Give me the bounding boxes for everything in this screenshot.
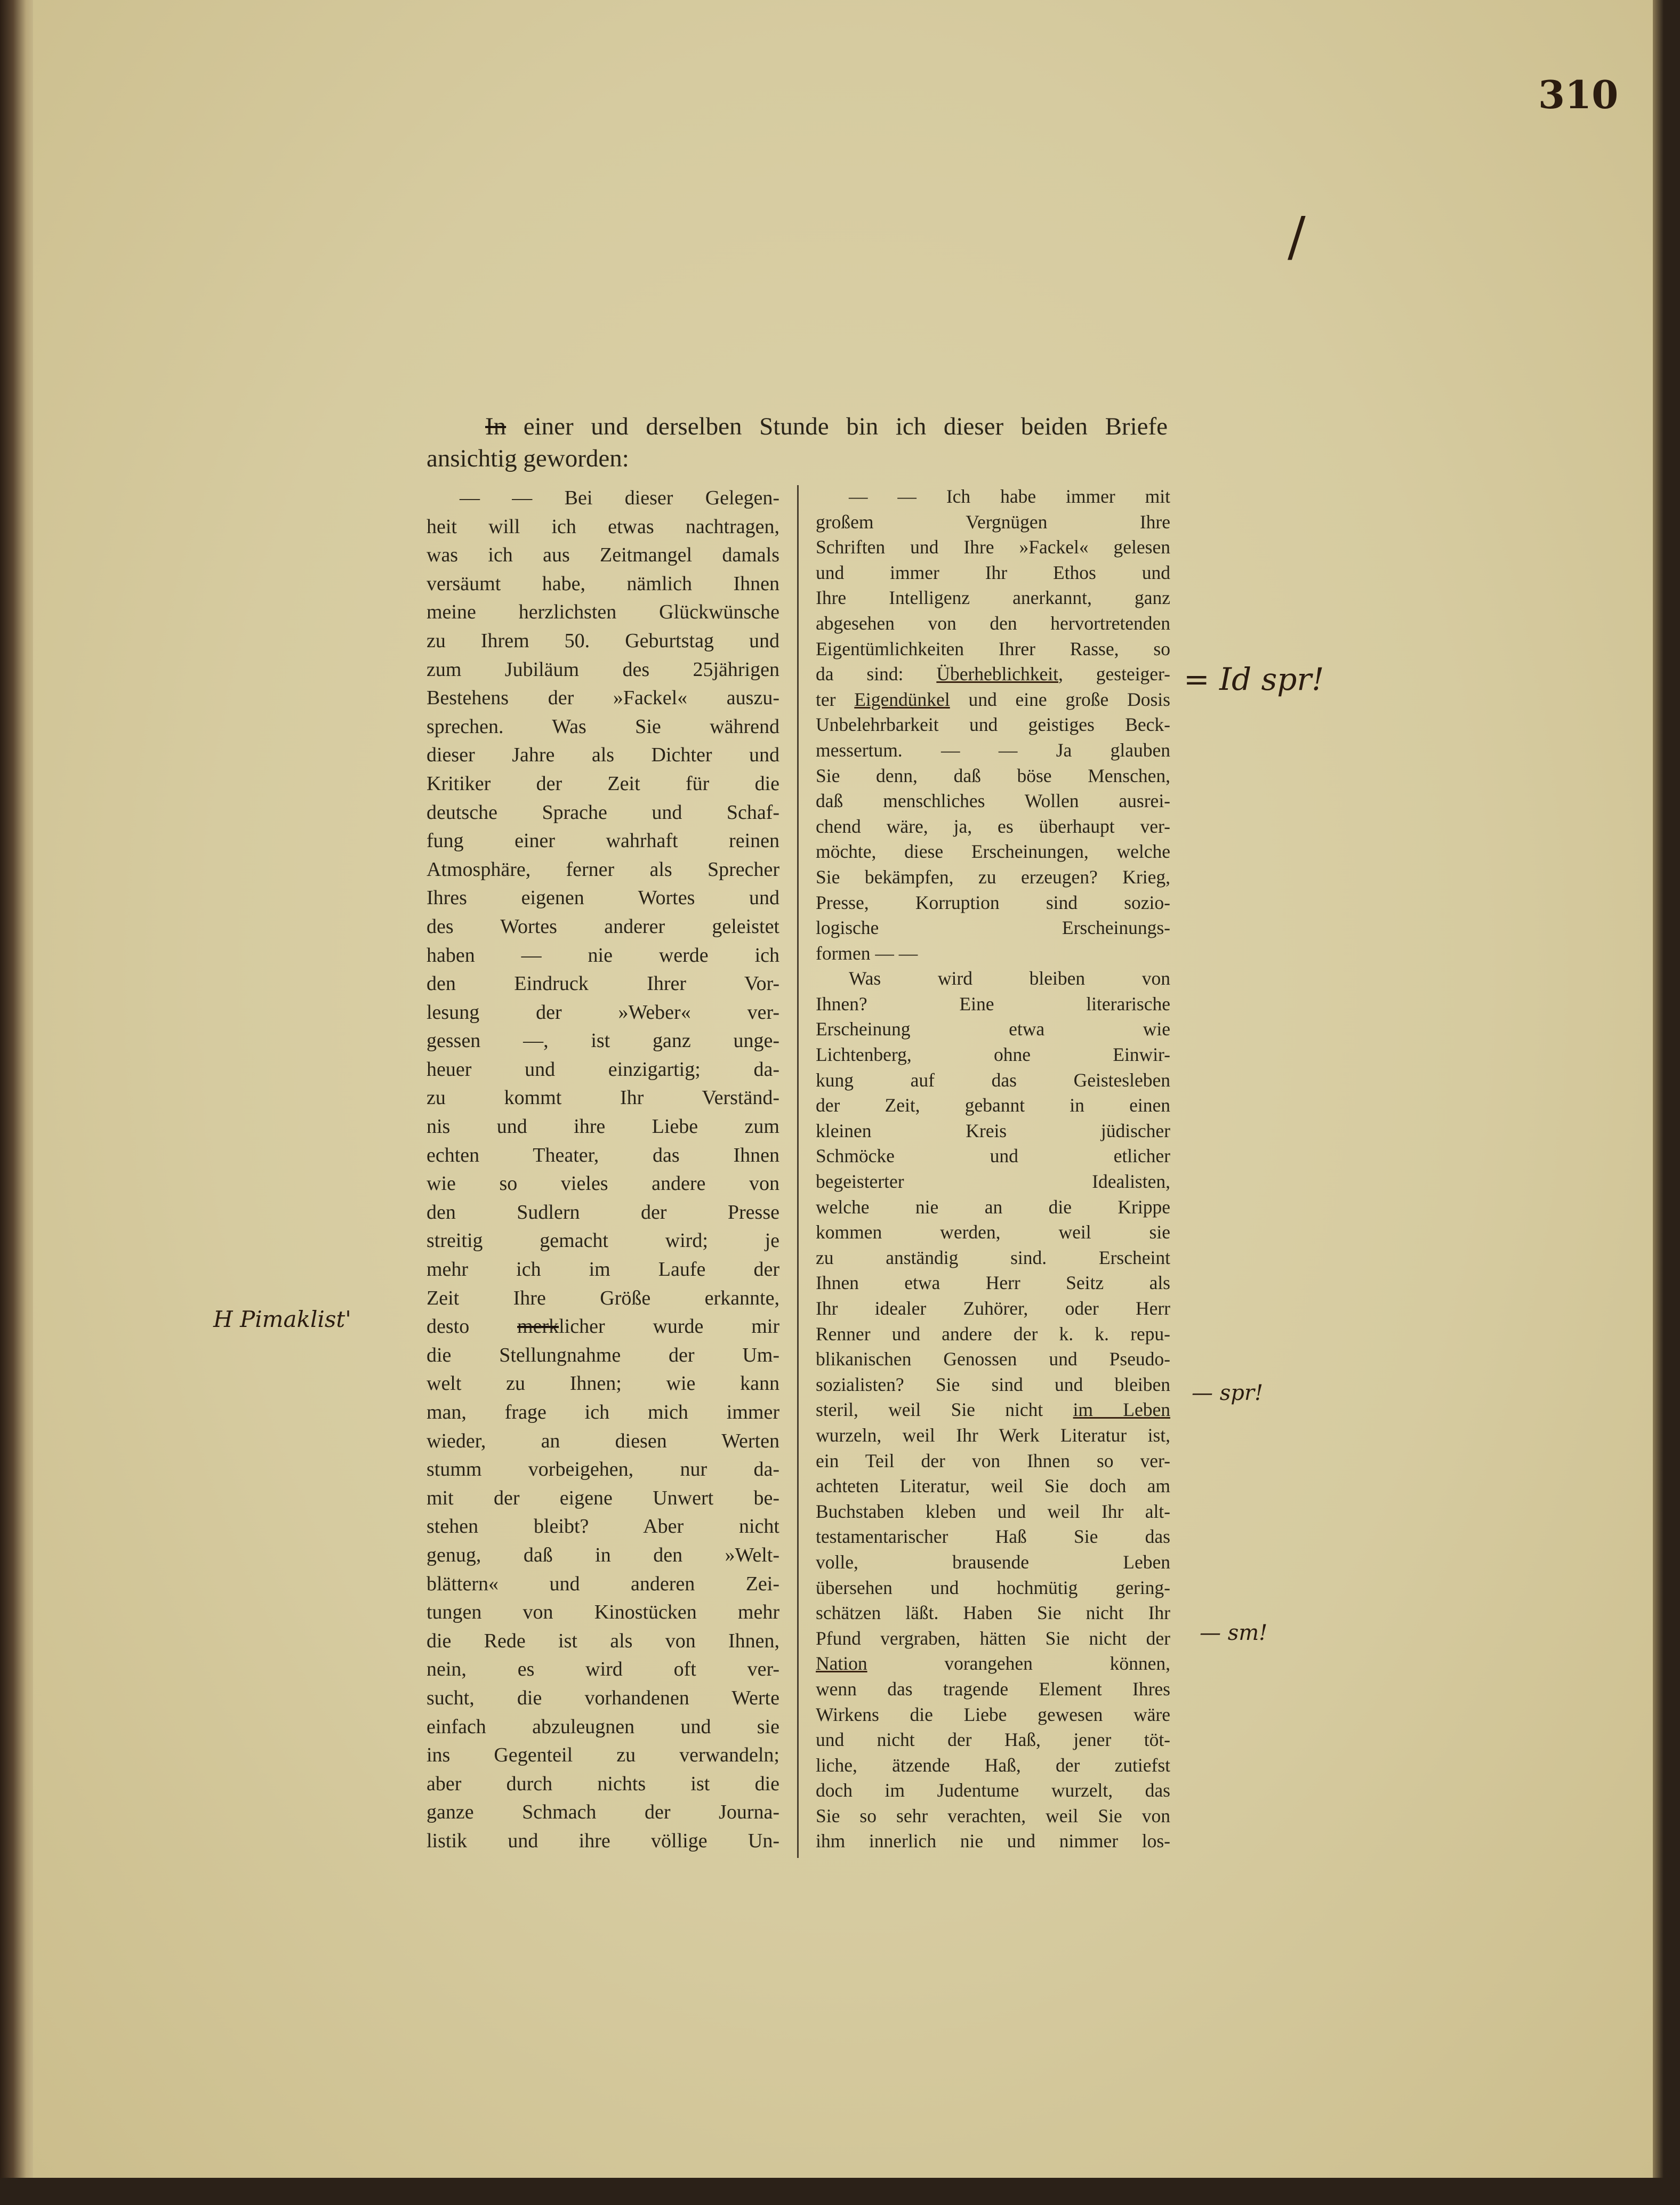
struck-word: In bbox=[485, 413, 507, 440]
text-line: wieder, an diesen Werten bbox=[427, 1429, 779, 1452]
text-line: chend wäre, ja, es überhaupt ver- bbox=[816, 815, 1170, 837]
text-line: schätzen läßt. Haben Sie nicht Ihr bbox=[816, 1602, 1170, 1624]
text-line: den Eindruck Ihrer Vor- bbox=[427, 972, 779, 995]
text-line: nis und ihre Liebe zum bbox=[427, 1115, 779, 1138]
text-line: kung auf das Geistesleben bbox=[816, 1069, 1170, 1091]
text-line: Kritiker der Zeit für die bbox=[427, 772, 779, 795]
text-line: Sie denn, daß böse Menschen, bbox=[816, 764, 1170, 786]
text-line: Nation vorangehen können, bbox=[816, 1653, 1170, 1675]
letter-column-right bbox=[816, 484, 1170, 1854]
text-line: gessen —, ist ganz unge- bbox=[427, 1029, 779, 1052]
margin-note-spr: — spr! bbox=[1192, 1381, 1264, 1405]
text-line: möchte, diese Erscheinungen, welche bbox=[816, 841, 1170, 863]
text-line: kleinen Kreis jüdischer bbox=[816, 1120, 1170, 1141]
struck-text: merk bbox=[517, 1315, 559, 1338]
text-line: versäumt habe, nämlich Ihnen bbox=[427, 572, 779, 595]
text-line: achteten Literatur, weil Sie doch am bbox=[816, 1475, 1170, 1497]
text-line: ganze Schmach der Journa- bbox=[427, 1801, 779, 1824]
text-line: blikanischen Genossen und Pseudo- bbox=[816, 1348, 1170, 1370]
text-line: Zeit Ihre Größe erkannte, bbox=[427, 1286, 779, 1309]
text-line: Sie bekämpfen, zu erzeugen? Krieg, bbox=[816, 866, 1170, 888]
text-line: ihm innerlich nie und nimmer los- bbox=[816, 1830, 1170, 1852]
underlined-text: im Leben bbox=[1073, 1399, 1170, 1421]
text-line: Presse, Korruption sind sozio- bbox=[816, 891, 1170, 913]
margin-note-id: = Id spr! bbox=[1184, 661, 1324, 697]
text-line: logische Erscheinungs- bbox=[816, 917, 1170, 939]
text-line: welt zu Ihnen; wie kann bbox=[427, 1372, 779, 1395]
text-line: blättern« und anderen Zei- bbox=[427, 1572, 779, 1595]
underlined-text: Eigendünkel bbox=[854, 688, 950, 710]
text-line: Schmöcke und etlicher bbox=[816, 1145, 1170, 1167]
text-line: ein Teil der von Ihnen so ver- bbox=[816, 1450, 1170, 1471]
text-line: dieser Jahre als Dichter und bbox=[427, 744, 779, 767]
text-line: liche, ätzende Haß, der zutiefst bbox=[816, 1754, 1170, 1776]
text-line: wurzeln, weil Ihr Werk Literatur ist, bbox=[816, 1424, 1170, 1446]
text-line: Was wird bleiben von bbox=[849, 968, 1170, 989]
text-line: messertum. — — Ja glauben bbox=[816, 739, 1170, 761]
text-line: tungen von Kinostücken mehr bbox=[427, 1601, 779, 1624]
text-line: übersehen und hochmütig gering- bbox=[816, 1576, 1170, 1598]
text-line: formen — — bbox=[816, 942, 918, 964]
text-line: heit will ich etwas nachtragen, bbox=[427, 515, 779, 538]
text-line: haben — nie werde ich bbox=[427, 944, 779, 967]
text-line: stumm vorbeigehen, nur da- bbox=[427, 1458, 779, 1481]
text-line: Ihres eigenen Wortes und bbox=[427, 887, 779, 910]
book-spine bbox=[0, 0, 37, 2205]
text-line: zum Jubiläum des 25jährigen bbox=[427, 658, 779, 681]
text-line: begeisterter Idealisten, bbox=[816, 1171, 1170, 1193]
text-line: und nicht der Haß, jener töt- bbox=[816, 1729, 1170, 1751]
text-line: kommen werden, weil sie bbox=[816, 1221, 1170, 1243]
page-number: 310 bbox=[1538, 72, 1619, 117]
heading-line-2: ansichtig geworden: bbox=[427, 445, 629, 472]
text-line: doch im Judentume wurzelt, das bbox=[816, 1780, 1170, 1801]
text-line: Ihr idealer Zuhörer, oder Herr bbox=[816, 1298, 1170, 1319]
text-line: Erscheinung etwa wie bbox=[816, 1018, 1170, 1040]
text-line: Unbelehrbarkeit und geistiges Beck- bbox=[816, 714, 1170, 736]
text-line: ter Eigendünkel und eine große Dosis bbox=[816, 688, 1170, 710]
text-line: Renner und andere der k. k. repu- bbox=[816, 1323, 1170, 1345]
text-line: testamentarischer Haß Sie das bbox=[816, 1526, 1170, 1548]
text-line: Buchstaben kleben und weil Ihr alt- bbox=[816, 1500, 1170, 1522]
text-line: die Stellungnahme der Um- bbox=[427, 1343, 779, 1366]
text-line: zu Ihrem 50. Geburtstag und bbox=[427, 629, 779, 652]
text-line: aber durch nichts ist die bbox=[427, 1772, 779, 1795]
text-line: Wirkens die Liebe gewesen wäre bbox=[816, 1703, 1170, 1725]
underlined-text: Nation bbox=[816, 1653, 867, 1675]
text-line: Ihre Intelligenz anerkannt, ganz bbox=[816, 587, 1170, 609]
page-edge-bottom bbox=[0, 2178, 1680, 2205]
text-line: fung einer wahrhaft reinen bbox=[427, 830, 779, 852]
text-line: sprechen. Was Sie während bbox=[427, 715, 779, 738]
text-line: — — Bei dieser Gelegen- bbox=[460, 487, 779, 509]
text-line: Atmosphäre, ferner als Sprecher bbox=[427, 858, 779, 881]
margin-note-left: H Pimaklist' bbox=[213, 1306, 351, 1332]
page-edge-right bbox=[1653, 0, 1680, 2205]
text-line: desto merklicher wurde mir bbox=[427, 1315, 779, 1338]
text-line: großem Vergnügen Ihre bbox=[816, 511, 1170, 533]
text-line: — — Ich habe immer mit bbox=[849, 486, 1170, 507]
margin-note-sm: — sm! bbox=[1200, 1621, 1268, 1645]
text-line: echten Theater, das Ihnen bbox=[427, 1144, 779, 1166]
text-line: lesung der »Weber« ver- bbox=[427, 1001, 779, 1024]
text-line: listik und ihre völlige Un- bbox=[427, 1829, 779, 1852]
heading-line-1: einer und derselben Stunde bin ich dieser beiden Briefe bbox=[523, 413, 1168, 440]
text-line: da sind: Überheblichkeit, gesteiger- bbox=[816, 663, 1170, 685]
text-line: nein, es wird oft ver- bbox=[427, 1658, 779, 1681]
text-line: heuer und einzigartig; da- bbox=[427, 1058, 779, 1081]
text-line: Lichtenberg, ohne Einwir- bbox=[816, 1044, 1170, 1066]
text-line: deutsche Sprache und Schaf- bbox=[427, 801, 779, 824]
text-line: zu anständig sind. Erscheint bbox=[816, 1246, 1170, 1268]
text-line: mehr ich im Laufe der bbox=[427, 1258, 779, 1281]
text-line: Eigentümlichkeiten Ihrer Rasse, so bbox=[816, 638, 1170, 659]
text-line: steril, weil Sie nicht im Leben bbox=[816, 1399, 1170, 1421]
text-line: mit der eigene Unwert be- bbox=[427, 1486, 779, 1509]
text-line: den Sudlern der Presse bbox=[427, 1201, 779, 1224]
text-line: sucht, die vorhandenen Werte bbox=[427, 1686, 779, 1709]
text-line: welche nie an die Krippe bbox=[816, 1196, 1170, 1218]
text-line: der Zeit, gebannt in einen bbox=[816, 1095, 1170, 1116]
text-line: stehen bleibt? Aber nicht bbox=[427, 1515, 779, 1538]
text-line: einfach abzuleugnen und sie bbox=[427, 1715, 779, 1738]
text-line: was ich aus Zeitmangel damals bbox=[427, 544, 779, 567]
text-line: volle, brausende Leben bbox=[816, 1551, 1170, 1573]
intro-heading bbox=[427, 411, 1168, 474]
text-line: Sie so sehr verachten, weil Sie von bbox=[816, 1805, 1170, 1826]
text-line: zu kommt Ihr Verständ- bbox=[427, 1087, 779, 1109]
text-line: ins Gegenteil zu verwandeln; bbox=[427, 1744, 779, 1767]
text-line: Ihnen? Eine literarische bbox=[816, 993, 1170, 1015]
text-line: des Wortes anderer geleistet bbox=[427, 915, 779, 938]
text-line: Bestehens der »Fackel« auszu- bbox=[427, 687, 779, 710]
text-line: die Rede ist als von Ihnen, bbox=[427, 1629, 779, 1652]
text-line: man, frage ich mich immer bbox=[427, 1401, 779, 1423]
column-divider bbox=[797, 485, 799, 1858]
text-line: streitig gemacht wird; je bbox=[427, 1229, 779, 1252]
text-line: abgesehen von den hervortretenden bbox=[816, 612, 1170, 634]
text-line: wenn das tragende Element Ihres bbox=[816, 1678, 1170, 1700]
text-line: sozialisten? Sie sind und bleiben bbox=[816, 1373, 1170, 1395]
text-line: Pfund vergraben, hätten Sie nicht der bbox=[816, 1627, 1170, 1649]
text-line: daß menschliches Wollen ausrei- bbox=[816, 790, 1170, 812]
underlined-text: Überheblichkeit bbox=[936, 663, 1058, 685]
text-line: Schriften und Ihre »Fackel« gelesen bbox=[816, 536, 1170, 558]
text-line: wie so vieles andere von bbox=[427, 1172, 779, 1195]
text-line: und immer Ihr Ethos und bbox=[816, 561, 1170, 583]
tick-mark: / bbox=[1288, 205, 1306, 268]
text-line: genug, daß in den »Welt- bbox=[427, 1543, 779, 1566]
text-line: meine herzlichsten Glückwünsche bbox=[427, 601, 779, 624]
letter-column-left bbox=[427, 484, 779, 1856]
text-line: Ihnen etwa Herr Seitz als bbox=[816, 1272, 1170, 1294]
